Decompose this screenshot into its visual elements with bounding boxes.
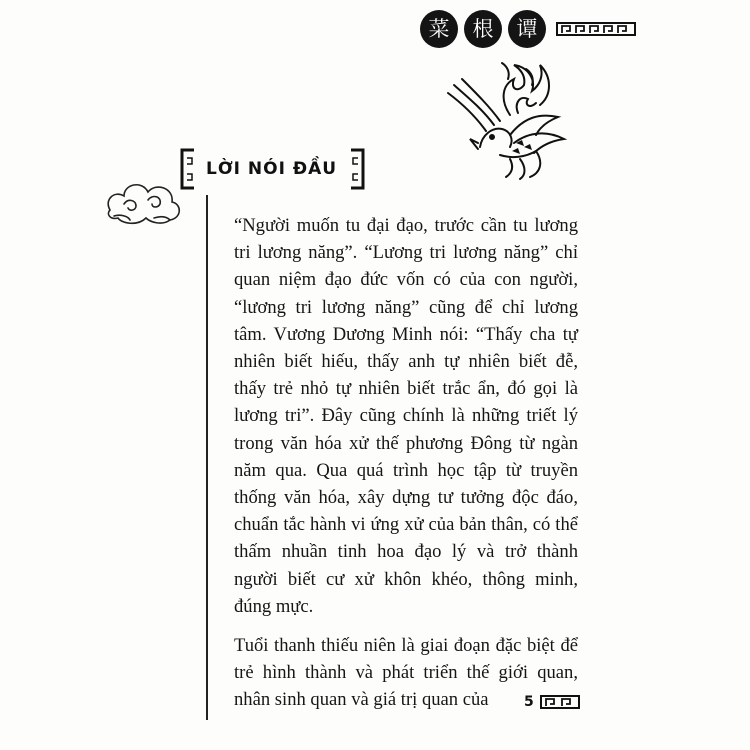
page-footer <box>524 694 580 710</box>
fret-pattern-icon <box>540 695 580 709</box>
cloud-decoration <box>100 170 185 230</box>
vertical-rule <box>206 195 208 720</box>
page-number: 5 <box>524 694 534 710</box>
header-seal-row <box>420 10 636 48</box>
phoenix-illustration <box>440 55 570 180</box>
paragraph-1: “Người muốn tu đại đạo, trước cần tu lương tri lương năng”. “Lương tri lương năng” chỉ quan niệm đạo đức vốn có của con người, “lương tri lương năng” cũng để chỉ lương tâm. Vương Dương Minh nói: “Thấy cha tự nhiên biết hiếu, thấy anh tự nhiên biết đễ, thấy trẻ nhỏ tự nhiên biết trắc ẩn, đó gọi là lương tri”. Đây cũng chính là những triết lý trong văn hóa xử thế phương Đông từ ngàn năm qua. Qua quá trình học tập từ truyền thống văn hóa, xây dựng tư tưởng độc đáo, chuẩn tắc hành vi ứng xử của bản thân, có thể thấm nhuần tinh hoa đạo lý và trở thành người biết cư xử khôn khéo, thông minh, đúng mực. <box>234 215 578 617</box>
seal-char-3: 谭 <box>508 10 546 48</box>
fret-pattern-icon <box>556 22 636 36</box>
seal-char-1: 菜 <box>420 10 458 48</box>
left-bracket-icon <box>178 148 198 190</box>
page-title: LỜI NÓI ĐẦU <box>206 159 338 179</box>
chapter-title <box>178 148 367 190</box>
paragraph-2: Tuổi thanh thiếu niên là giai đoạn đặc biệt để trẻ hình thành và phát triển thế giới quan, nhân sinh quan và giá trị quan của <box>234 635 578 711</box>
body-text <box>234 212 578 714</box>
seal-char-2: 根 <box>464 10 502 48</box>
right-bracket-icon <box>347 148 367 190</box>
